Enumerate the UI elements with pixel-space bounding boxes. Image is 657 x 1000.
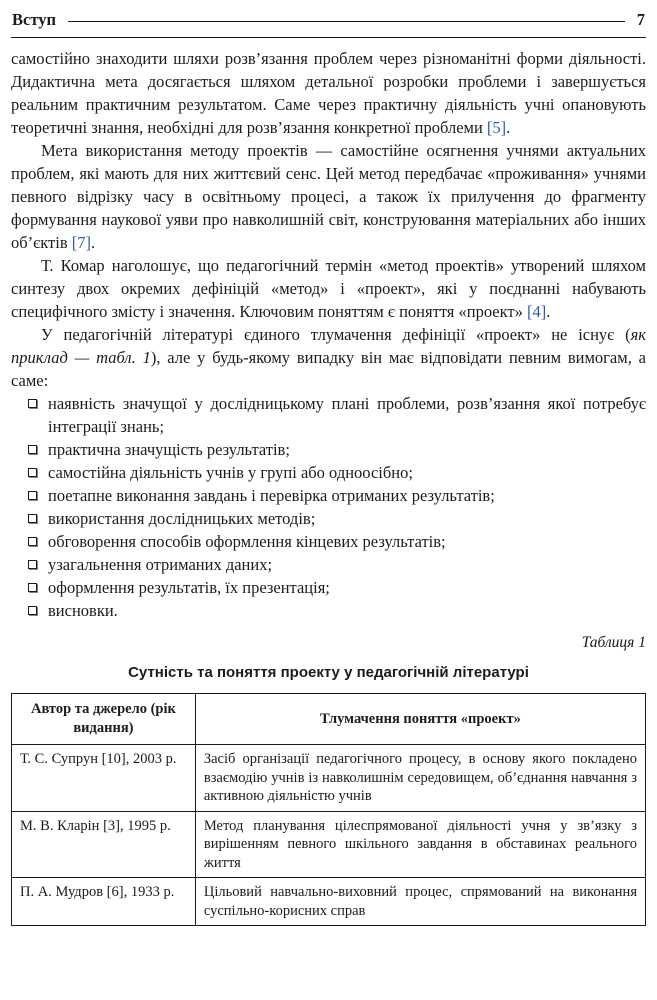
list-item-1 — [11, 392, 646, 438]
table-row-suprun — [12, 745, 646, 812]
list-item-6-text: обговорення способів оформлення кінцевих результатів; — [48, 532, 446, 551]
citation-link-7[interactable]: [7] — [71, 233, 91, 252]
list-item-6 — [11, 530, 646, 553]
square-bullet-icon — [28, 606, 37, 615]
definition-cell: Засіб організації педагогічного процесу, в основу якого покладено взаємодію учнів із навколишнім середовищем, об’єднання навчання з активною діяльністю учнів — [195, 745, 645, 812]
author-cell: Т. С. Супрун [10], 2003 р. — [12, 745, 196, 812]
page-content — [11, 47, 646, 926]
page-number: 7 — [636, 10, 645, 29]
column-header-definition: Тлумачення поняття «проект» — [195, 694, 645, 745]
author-cell: М. В. Кларін [3], 1995 р. — [12, 811, 196, 878]
paragraph-1 — [11, 47, 646, 139]
list-item-9 — [11, 599, 646, 622]
list-item-2 — [11, 438, 646, 461]
citation-link-5[interactable]: [5] — [486, 118, 507, 137]
requirements-list — [11, 392, 646, 622]
square-bullet-icon — [28, 491, 37, 500]
paragraph-4-lead: У педагогічній літературі єдиного тлумачення дефініції «проект» не існує ( — [41, 325, 631, 344]
table-row-mudrov — [12, 878, 646, 926]
list-item-7 — [11, 553, 646, 576]
running-title: Вступ — [12, 10, 56, 29]
citation-link-4[interactable]: [4] — [527, 302, 547, 321]
list-item-3 — [11, 461, 646, 484]
list-item-3-text: самостійна діяльність учнів у групі або одноосібно; — [48, 463, 413, 482]
table-body — [12, 745, 646, 926]
paragraph-4-tail: ), але у будь-якому випадку він має відповідати певним вимогам, а саме: — [11, 348, 646, 390]
paragraph-1-text: самостійно знаходити шляхи розв’язання проблем через різноманітні форми діяльності. Дидактична мета досягається шляхом детальної розробки проблеми і завершується реальним практичним результатом. Саме через практичну діяльність учні опановують теоретичні знання, необхідні для розв’язання конкретної проблеми — [11, 49, 646, 137]
square-bullet-icon — [28, 468, 37, 477]
paragraph-2-text: Мета використання методу проектів — самостійне осягнення учнями актуальних проблем, які мають для них життєвий сенс. Цей метод передбачає «проживання» учнями певного відрізку часу в освітньому процесі, а також їх прилучення до фрагменту формування наукової уяви про навколишній світ, конструювання матеріальних або інших об’єктів — [11, 141, 646, 252]
list-item-4-text: поетапне виконання завдань і перевірка отриманих результатів; — [48, 486, 495, 505]
list-item-1-text: наявність значущої у дослідницькому плані проблеми, розв’язання якої потребує інтеграції знань; — [48, 394, 646, 436]
header-divider-line — [68, 21, 625, 22]
paragraph-3-text: Т. Комар наголошує, що педагогічний термін «метод проектів» утворений шляхом синтезу двох окремих дефініцій «метод» і «проект», які у поєднанні набувають специфічного змісту і значення. Ключовим поняттям є поняття «проект» — [11, 256, 646, 321]
author-cell: П. А. Мудров [6], 1933 р. — [12, 878, 196, 926]
list-item-4 — [11, 484, 646, 507]
paragraph-3 — [11, 254, 646, 323]
column-header-author: Автор та джерело (рік видання) — [12, 694, 196, 745]
table-title: Сутність та поняття проекту у педагогічній літературі — [128, 664, 529, 681]
definitions-table — [11, 693, 646, 926]
paragraph-2 — [11, 139, 646, 254]
paragraph-4-italic-reference: як приклад — табл. 1 — [11, 325, 646, 367]
list-item-8 — [11, 576, 646, 599]
list-item-2-text: практична значущість результатів; — [48, 440, 290, 459]
table-head — [12, 694, 646, 745]
table-header-row — [12, 694, 646, 745]
list-item-8-text: оформлення результатів, їх презентація; — [48, 578, 330, 597]
page-header — [11, 8, 646, 30]
list-item-5 — [11, 507, 646, 530]
paragraph-3-tail: . — [546, 302, 551, 321]
square-bullet-icon — [28, 537, 37, 546]
list-item-7-text: узагальнення отриманих даних; — [48, 555, 273, 574]
square-bullet-icon — [28, 399, 37, 408]
paragraph-2-tail: . — [90, 233, 96, 252]
square-bullet-icon — [28, 560, 37, 569]
paragraph-4 — [11, 323, 646, 392]
definition-cell: Цільовий навчально-виховний процес, спрямований на виконання суспільно-корисних справ — [195, 878, 645, 926]
square-bullet-icon — [28, 583, 37, 592]
paragraph-1-tail: . — [506, 118, 511, 137]
square-bullet-icon — [28, 445, 37, 454]
header-rule — [11, 37, 646, 38]
list-item-5-text: використання дослідницьких методів; — [48, 509, 316, 528]
list-item-9-text: висновки. — [48, 601, 118, 620]
square-bullet-icon — [28, 514, 37, 523]
definition-cell: Метод планування цілеспрямованої діяльності учня у зв’язку з вирішенням певного шкільного завдання в обставинах реального життя — [195, 811, 645, 878]
table-row-klarin — [12, 811, 646, 878]
table-caption: Таблиця 1 — [581, 634, 646, 651]
